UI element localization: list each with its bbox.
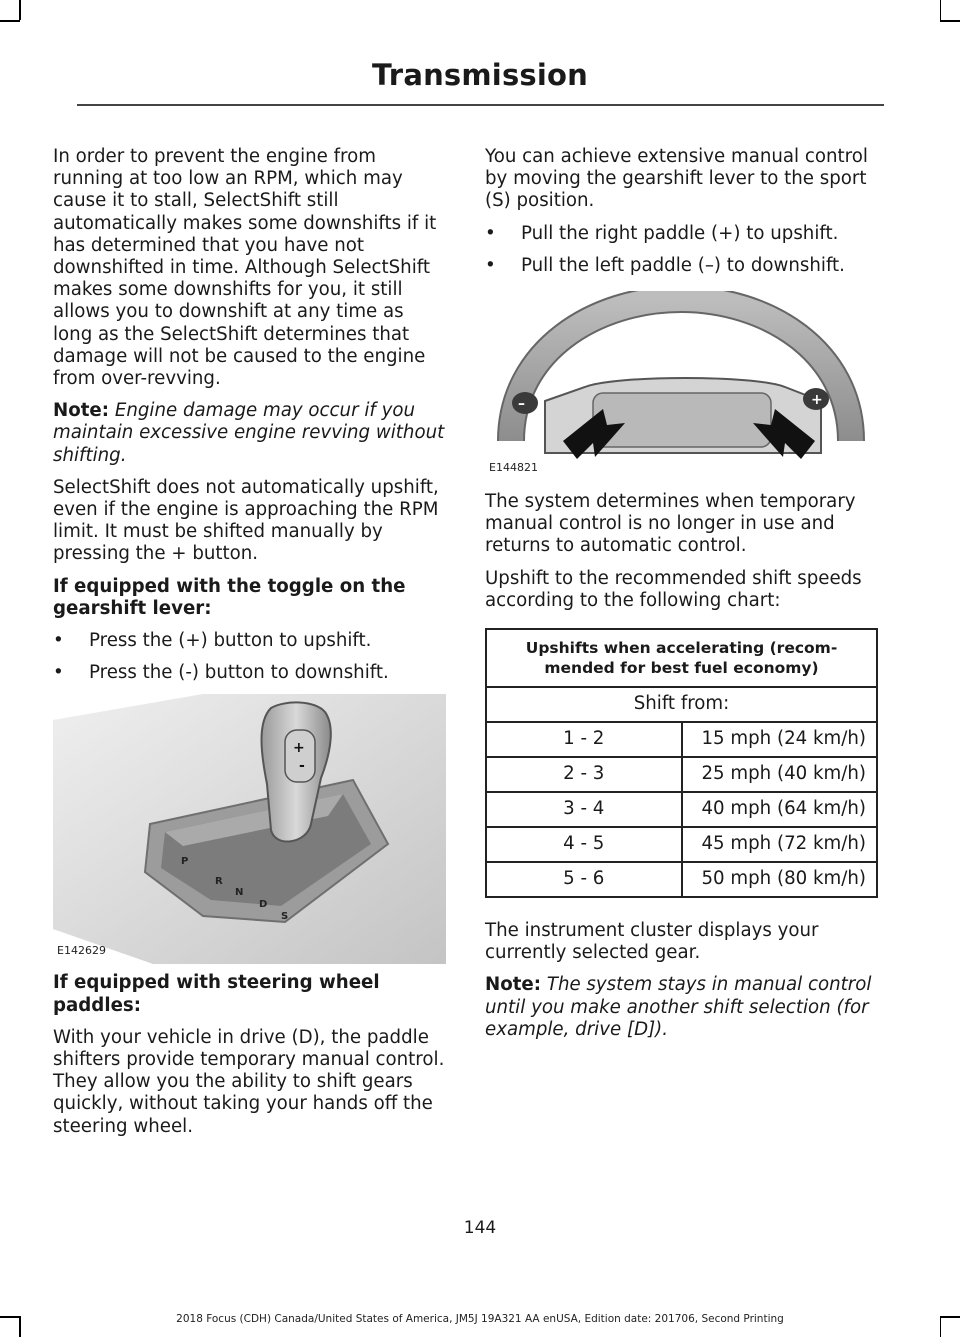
list-item: • Press the (+) button to upshift.	[53, 630, 372, 652]
table-cell-speed: 15 mph (24 km/h)	[682, 722, 878, 757]
list-item-text: Press the (-) button to downshift.	[89, 662, 389, 684]
right-column	[485, 146, 880, 1051]
gear-letter-d: D	[259, 899, 268, 911]
list-item: • Press the (-) button to downshift.	[53, 662, 389, 684]
table-row	[486, 792, 877, 827]
note-label: Note:	[485, 974, 542, 996]
crop-mark	[0, 20, 20, 22]
table-cell-gears: 3 - 4	[486, 792, 682, 827]
paddle-plus-label: +	[811, 392, 823, 409]
crop-mark	[19, 0, 21, 20]
note	[485, 974, 880, 1041]
table-cell-speed: 45 mph (72 km/h)	[682, 827, 878, 862]
list-item-text: Pull the left paddle (–) to downshift.	[521, 254, 845, 276]
table-row	[486, 722, 877, 757]
paddle-minus-label: –	[518, 396, 525, 413]
table-cell-gears: 2 - 3	[486, 757, 682, 792]
note-label: Note:	[53, 400, 110, 422]
table-row	[486, 757, 877, 792]
paragraph: The system determines when temporary manual control is no longer in use and returns to automatic control.	[485, 491, 856, 557]
shift-speed-table	[485, 628, 878, 898]
steering-wheel-illustration	[485, 291, 878, 481]
figure-code: E142629	[57, 944, 106, 958]
table-subheader-row	[486, 687, 877, 722]
minus-label: -	[299, 758, 305, 775]
note	[53, 400, 448, 467]
table-cell-speed: 40 mph (64 km/h)	[682, 792, 878, 827]
paragraph: SelectShift does not automatically upshift, even if the engine is approaching the RPM limit. It must be shifted manually by pressing the + button.	[53, 476, 439, 565]
gear-letter-p: P	[181, 856, 189, 868]
list-item: • Pull the right paddle (+) to upshift.	[485, 222, 839, 244]
crop-mark	[940, 0, 942, 20]
note-text: Engine damage may occur if you maintain excessive engine revving without shifting.	[53, 400, 445, 466]
list-item-text: Pull the right paddle (+) to upshift.	[521, 222, 839, 244]
table-subheader: Shift from:	[486, 687, 877, 722]
footer: 2018 Focus (CDH) Canada/United States of America, JM5J 19A321 AA enUSA, Edition date: 201706, Second Printing	[176, 1313, 784, 1325]
figure-code: E144821	[489, 460, 538, 474]
table-cell-gears: 1 - 2	[486, 722, 682, 757]
note-text: The system stays in manual control until you make another shift selection (for example, drive [D]).	[485, 974, 872, 1040]
gear-letter-n: N	[235, 887, 244, 899]
page-title: Transmission	[372, 58, 588, 92]
left-column	[53, 146, 448, 1148]
list-item-text: Press the (+) button to upshift.	[89, 630, 372, 652]
page-number: 144	[463, 1218, 497, 1238]
plus-label: +	[293, 740, 305, 757]
paragraph: You can achieve extensive manual control by moving the gearshift lever to the sport (S) position.	[485, 146, 868, 212]
table-cell-speed: 50 mph (80 km/h)	[682, 862, 878, 897]
paragraph: The instrument cluster displays your currently selected gear.	[485, 920, 819, 964]
table-header: Upshifts when accelerating (recom-mended for best fuel economy)	[486, 629, 877, 687]
table-row	[486, 827, 877, 862]
list-item: • Pull the left paddle (–) to downshift.	[485, 254, 845, 276]
header-rule	[77, 104, 884, 106]
paragraph: With your vehicle in drive (D), the paddle shifters provide temporary manual control. They allow you the ability to shift gears quickly, without taking your hands off the steering wheel.	[53, 1026, 445, 1137]
paragraph: Upshift to the recommended shift speeds according to the following chart:	[485, 567, 862, 611]
section-heading: If equipped with the toggle on the gearshift lever:	[53, 575, 406, 619]
table-cell-speed: 25 mph (40 km/h)	[682, 757, 878, 792]
gearshift-illustration	[53, 694, 446, 964]
section-heading: If equipped with steering wheel paddles:	[53, 972, 380, 1016]
gearshift-drawing	[53, 694, 446, 964]
table-cell-gears: 4 - 5	[486, 827, 682, 862]
gear-letter-r: R	[215, 876, 223, 888]
table-header-row	[486, 629, 877, 687]
crop-mark	[940, 20, 960, 22]
table-cell-gears: 5 - 6	[486, 862, 682, 897]
paragraph: In order to prevent the engine from running at too low an RPM, which may cause it to stall, SelectShift still automatically makes some downshifts if it has determined that you have not downshifted in time. Although SelectShift makes some downshifts for you, it still allows you to downshift at any time as long as the SelectShift determines that damage will not be caused to the engine from over-revving.	[53, 146, 437, 390]
steering-wheel-drawing	[485, 291, 878, 481]
gear-letter-s: S	[281, 911, 289, 923]
table-row	[486, 862, 877, 897]
